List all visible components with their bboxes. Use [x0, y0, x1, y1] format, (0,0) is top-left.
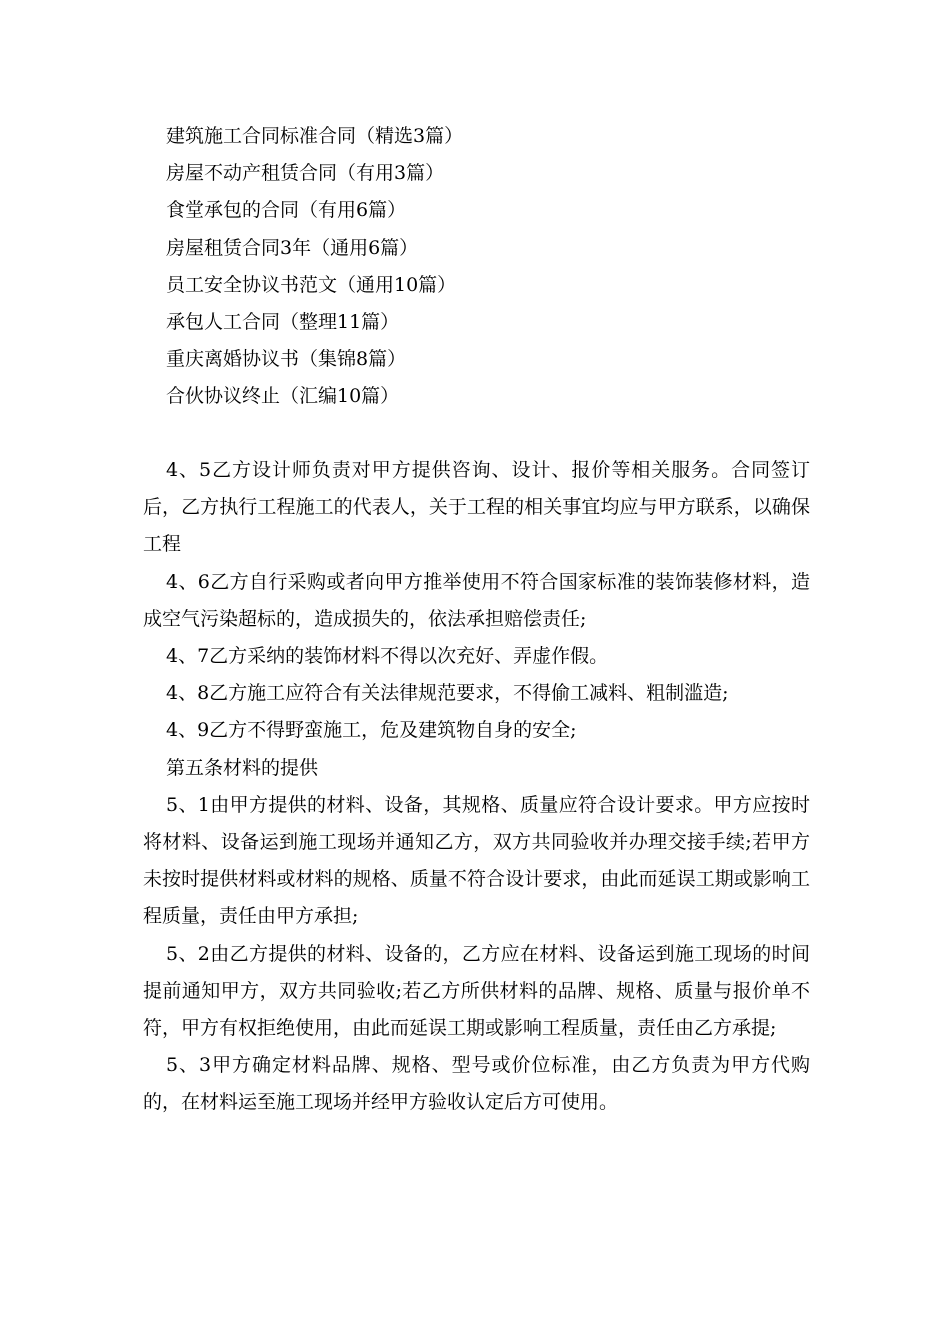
related-documents-list	[166, 118, 866, 416]
clause-paragraph: 4、7乙方采纳的装饰材料不得以次充好、弄虚作假。	[166, 645, 609, 668]
related-document-link[interactable]: 食堂承包的合同（有用6篇）	[166, 199, 407, 222]
section-heading: 第五条材料的提供	[166, 756, 319, 779]
related-document-link[interactable]: 房屋不动产租赁合同（有用3篇）	[166, 162, 445, 185]
clause-paragraph: 5、2由乙方提供的材料、设备的，乙方应在材料、设备运到施工现场的时间提前通知甲方，双方共同验收;若乙方所供材料的品牌、规格、质量与报价单不符，甲方有权拒绝使用，由此而延误工期或影响工程质量，责任由乙方承提;	[143, 942, 810, 1040]
related-document-link[interactable]: 合伙协议终止（汇编10篇）	[166, 385, 400, 408]
clause-paragraph: 5、3甲方确定材料品牌、规格、型号或价位标准，由乙方负责为甲方代购的，在材料运至施工现场并经甲方验收认定后方可使用。	[143, 1054, 810, 1114]
clause-paragraph: 4、6乙方自行采购或者向甲方推举使用不符合国家标准的装饰装修材料，造成空气污染超标的，造成损失的，依法承担赔偿责任;	[143, 570, 810, 630]
related-document-link[interactable]: 建筑施工合同标准合同（精选3篇）	[166, 125, 464, 147]
clause-paragraph: 4、5乙方设计师负责对甲方提供咨询、设计、报价等相关服务。合同签订后，乙方执行工程施工的代表人，关于工程的相关事宜均应与甲方联系，以确保工程	[143, 459, 810, 556]
related-document-link[interactable]: 房屋租赁合同3年（通用6篇）	[166, 236, 419, 259]
related-document-link[interactable]: 承包人工合同（整理11篇）	[166, 310, 400, 333]
clause-paragraph: 4、9乙方不得野蛮施工，危及建筑物自身的安全;	[166, 719, 577, 742]
contract-body	[143, 452, 810, 1122]
related-document-link[interactable]: 重庆离婚协议书（集锦8篇）	[166, 348, 407, 371]
clause-paragraph: 5、1由甲方提供的材料、设备，其规格、质量应符合设计要求。甲方应按时将材料、设备运到施工现场并通知乙方，双方共同验收并办理交接手续;若甲方未按时提供材料或材料的规格、质量不符合设计要求，由此而延误工期或影响工程质量，责任由甲方承担;	[143, 793, 810, 928]
related-document-link[interactable]: 员工安全协议书范文（通用10篇）	[166, 273, 457, 296]
clause-paragraph: 4、8乙方施工应符合有关法律规范要求，不得偷工减料、粗制滥造;	[166, 682, 729, 705]
